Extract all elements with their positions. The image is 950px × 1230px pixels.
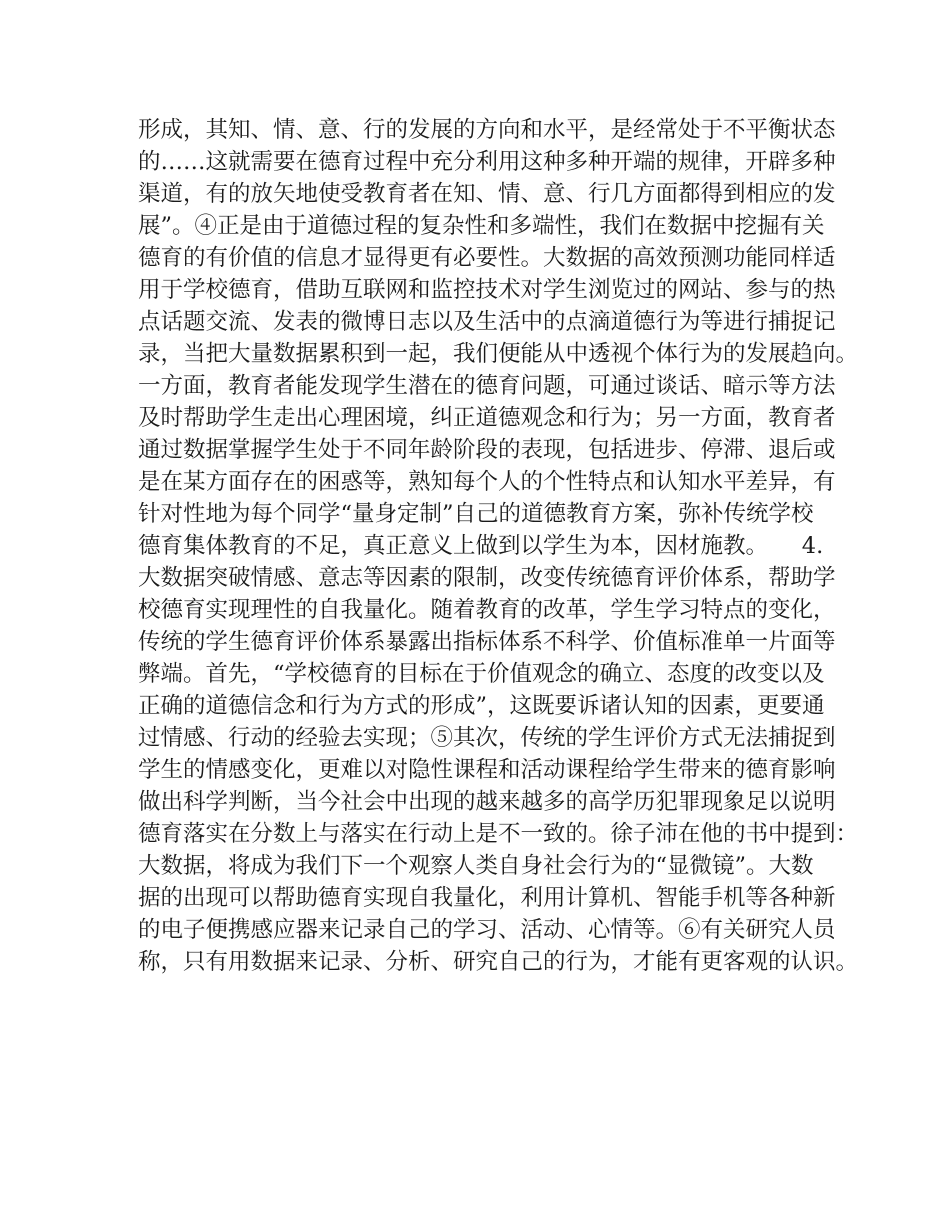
text-line: 学生的情感变化，更难以对隐性课程和活动课程给学生带来的德育影响 — [138, 757, 836, 783]
text-line: 德育集体教育的不足，真正意义上做到以学生为本，因材施教。 4. — [138, 533, 824, 559]
body-text — [138, 114, 859, 978]
text-line: 做出科学判断，当今社会中出现的越来越多的高学历犯罪现象足以说明 — [138, 789, 836, 815]
text-line: 形成，其知、情、意、行的发展的方向和水平，是经常处于不平衡状态 — [138, 117, 836, 143]
text-line: 弊端。首先，“学校德育的目标在于价值观念的确立、态度的改变以及 — [138, 661, 825, 687]
text-line: 大数据，将成为我们下一个观察人类自身社会行为的“显微镜”。大数 — [138, 853, 814, 879]
text-line: 是在某方面存在的困惑等，熟知每个人的个性特点和认知水平差异，有 — [138, 469, 836, 495]
text-line: 传统的学生德育评价体系暴露出指标体系不科学、价值标准单一片面等 — [138, 629, 836, 655]
text-line: 录，当把大量数据累积到一起，我们便能从中透视个体行为的发展趋向。 — [138, 341, 859, 367]
text-line: 点话题交流、发表的微博日志以及生活中的点滴道德行为等进行捕捉记 — [138, 309, 836, 335]
text-line: 的电子便携感应器来记录自己的学习、活动、心情等。⑥有关研究人员 — [138, 917, 836, 943]
text-line: 正确的道德信念和行为方式的形成”，这既要诉诸认知的因素，更要通 — [138, 693, 825, 719]
text-line: 针对性地为每个同学“量身定制”自己的道德教育方案，弥补传统学校 — [138, 501, 814, 527]
text-line: 渠道，有的放矢地使受教育者在知、情、意、行几方面都得到相应的发 — [138, 181, 836, 207]
text-line: 大数据突破情感、意志等因素的限制，改变传统德育评价体系，帮助学 — [138, 565, 836, 591]
text-line: 用于学校德育，借助互联网和监控技术对学生浏览过的网站、参与的热 — [138, 277, 836, 303]
text-line: 过情感、行动的经验去实现；⑤其次，传统的学生评价方式无法捕捉到 — [138, 725, 836, 751]
text-line: 德育落实在分数上与落实在行动上是不一致的。徐子沛在他的书中提到： — [138, 821, 859, 847]
text-line: 及时帮助学生走出心理困境，纠正道德观念和行为；另一方面，教育者 — [138, 405, 836, 431]
text-line: 校德育实现理性的自我量化。随着教育的改革，学生学习特点的变化， — [138, 597, 836, 623]
text-line: 据的出现可以帮助德育实现自我量化，利用计算机、智能手机等各种新 — [138, 885, 836, 911]
text-line: 称，只有用数据来记录、分析、研究自己的行为，才能有更客观的认识。 — [138, 949, 859, 975]
text-line: 一方面，教育者能发现学生潜在的德育问题，可通过谈话、暗示等方法 — [138, 373, 836, 399]
text-line: 通过数据掌握学生处于不同年龄阶段的表现，包括进步、停滞、退后或 — [138, 437, 836, 463]
text-line: 展”。④正是由于道德过程的复杂性和多端性，我们在数据中挖掘有关 — [138, 213, 825, 239]
text-line: 德育的有价值的信息才显得更有必要性。大数据的高效预测功能同样适 — [138, 245, 836, 271]
text-line: 的……这就需要在德育过程中充分利用这种多种开端的规律，开辟多种 — [138, 149, 836, 175]
